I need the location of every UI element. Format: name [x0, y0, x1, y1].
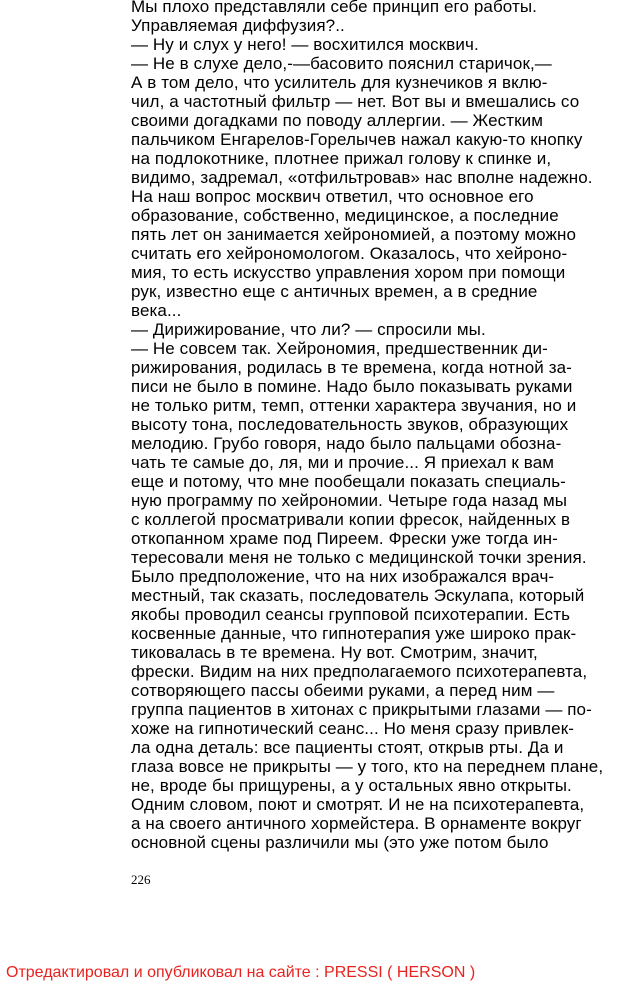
text-line: рижирования, родилась в те времена, когда нотной за-: [131, 358, 572, 377]
text-line: чать те самые до, ля, ми и прочие... Я приехал к вам: [131, 453, 555, 472]
text-line: с коллегой просматривали копии фресок, найденных в: [131, 510, 571, 529]
text-line: якобы проводил сеансы групповой психотерапии. Есть: [131, 605, 571, 624]
text-line: мия, то есть искусство управления хором при помощи: [131, 263, 566, 282]
text-line: — Не совсем так. Хейрономия, предшественник ди-: [131, 339, 548, 358]
text-line: считать его хейрономологом. Оказалось, что хейроно-: [131, 244, 568, 263]
text-line: рук, известно еще с античных времен, а в средние: [131, 282, 538, 301]
text-line: А в том дело, что усилитель для кузнечиков я вклю-: [131, 73, 548, 92]
page-number: 226: [131, 872, 151, 887]
text-line: своими догадками по поводу аллергии. — Жестким: [131, 111, 544, 130]
text-line: косвенные данные, что гипнотерапия уже широко прак-: [131, 624, 577, 643]
text-line: сотворяющего пассы обеими руками, а перед ним —: [131, 681, 555, 700]
text-line: — Не в слухе дело,-—басовито пояснил старичок,—: [131, 54, 552, 73]
text-line: чил, а частотный фильтр — нет. Вот вы и вмешались со: [131, 92, 580, 111]
text-line: мелодию. Грубо говоря, надо было пальцами обозна-: [131, 434, 562, 453]
text-line: Одним словом, поют и смотрят. И не на психотерапевта,: [131, 795, 585, 814]
text-line: Управляемая диффузия?..: [131, 16, 345, 35]
text-line: группа пациентов в хитонах с прикрытыми глазами — по-: [131, 700, 592, 719]
text-line: хоже на гипнотический сеанс... Но меня сразу привлек-: [131, 719, 575, 738]
text-line: основной сцены различили мы (это уже потом было: [131, 833, 549, 852]
text-line: пять лет он занимается хейрономией, а поэтому можно: [131, 225, 576, 244]
text-line: местный, так сказать, последователь Эскулапа, который: [131, 586, 585, 605]
text-line: тересовали меня не только с медицинской точки зрения.: [131, 548, 587, 567]
text-line: на подлокотнике, плотнее прижал голову к спинке и,: [131, 149, 552, 168]
text-line: образование, собственно, медицинское, а последние: [131, 206, 559, 225]
text-line: откопанном храме под Пиреем. Фрески уже тогда ин-: [131, 529, 558, 548]
text-line: глаза вовсе не прикрыты — у того, кто на переднем плане,: [131, 757, 604, 776]
text-line: видимо, задремал, «отфильтровав» нас вполне надежно.: [131, 168, 593, 187]
text-line: не, вроде бы прищурены, а у остальных явно открыты.: [131, 776, 572, 795]
text-line: не только ритм, темп, оттенки характера звучания, но и: [131, 396, 577, 415]
text-line: Мы плохо представляли себе принцип его работы.: [131, 0, 537, 16]
text-line: а на своего античного хормейстера. В орнаменте вокруг: [131, 814, 582, 833]
text-line: писи не было в помине. Надо было показывать руками: [131, 377, 573, 396]
text-line: ла одна деталь: все пациенты стоят, открыв рты. Да и: [131, 738, 564, 757]
text-line: ную программу по хейрономии. Четыре года назад мы: [131, 491, 568, 510]
text-line: высоту тона, последовательность звуков, образующих: [131, 415, 569, 434]
text-line: пальчиком Енгарелов-Горелычев нажал какую-то кнопку: [131, 130, 583, 149]
text-line: тиковалась в те времена. Ну вот. Смотрим, значит,: [131, 643, 538, 662]
text-line: На наш вопрос москвич ответил, что основное его: [131, 187, 534, 206]
text-line: Было предположение, что на них изображался врач-: [131, 567, 555, 586]
text-line: фрески. Видим на них предполагаемого психотерапевта,: [131, 662, 588, 681]
text-line: — Дирижирование, что ли? — спросили мы.: [131, 320, 486, 339]
text-line: — Ну и слух у него! — восхитился москвич.: [131, 35, 479, 54]
text-line: еще и потому, что мне пообещали показать специаль-: [131, 472, 566, 491]
text-line: века...: [131, 301, 182, 320]
footer-credit: Отредактировал и опубликовал на сайте : PRESSI ( HERSON ): [6, 964, 476, 981]
